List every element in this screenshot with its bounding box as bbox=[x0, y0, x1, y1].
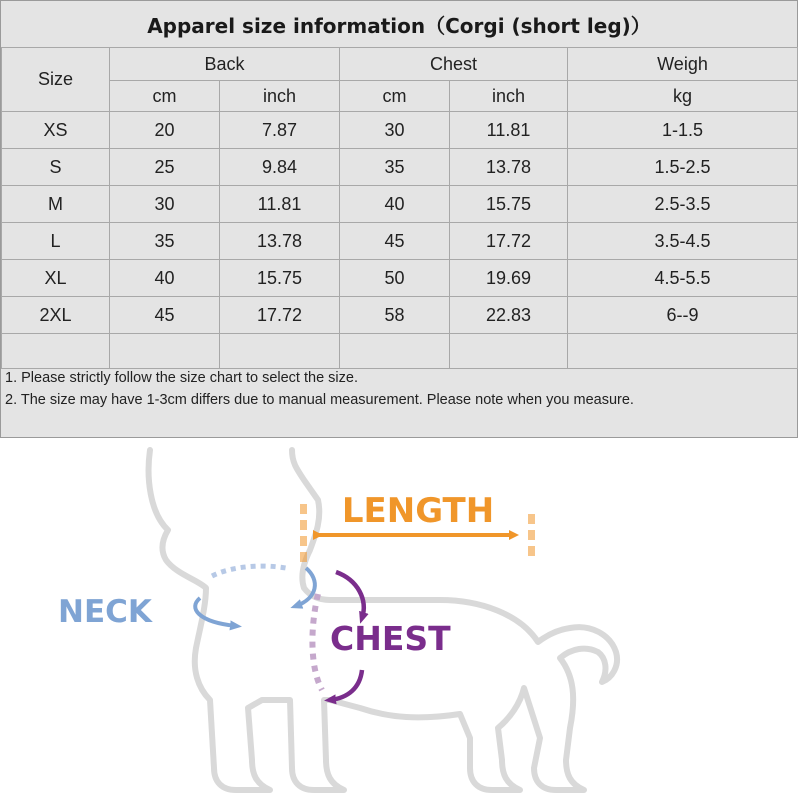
size-cell: M bbox=[2, 186, 110, 223]
unit-header: inch bbox=[450, 81, 568, 112]
weight-cell: 2.5-3.5 bbox=[568, 186, 798, 223]
table-row bbox=[2, 223, 798, 260]
size-cell: XL bbox=[2, 260, 110, 297]
chest-inch-cell: 15.75 bbox=[450, 186, 568, 223]
blank-cell bbox=[340, 334, 450, 369]
chest-cm-cell: 58 bbox=[340, 297, 450, 334]
unit-header: cm bbox=[110, 81, 220, 112]
size-table bbox=[1, 47, 798, 369]
chest-cm-cell: 50 bbox=[340, 260, 450, 297]
back-cm-cell: 45 bbox=[110, 297, 220, 334]
table-row bbox=[2, 260, 798, 297]
blank-cell bbox=[450, 334, 568, 369]
weight-cell: 1.5-2.5 bbox=[568, 149, 798, 186]
blank-cell bbox=[2, 334, 110, 369]
size-header: Size bbox=[2, 48, 110, 112]
chest-cm-cell: 45 bbox=[340, 223, 450, 260]
back-inch-cell: 15.75 bbox=[220, 260, 340, 297]
blank-cell bbox=[110, 334, 220, 369]
back-cm-cell: 30 bbox=[110, 186, 220, 223]
table-row bbox=[2, 149, 798, 186]
unit-header: inch bbox=[220, 81, 340, 112]
notes bbox=[5, 367, 634, 411]
back-cm-cell: 35 bbox=[110, 223, 220, 260]
back-header: Back bbox=[110, 48, 340, 81]
chest-inch-cell: 13.78 bbox=[450, 149, 568, 186]
table-title: Apparel size information（Corgi (short leg)） bbox=[1, 1, 797, 48]
chest-cm-cell: 30 bbox=[340, 112, 450, 149]
note-line: 1. Please strictly follow the size chart to select the size. bbox=[5, 370, 358, 386]
chest-inch-cell: 17.72 bbox=[450, 223, 568, 260]
chest-inch-cell: 22.83 bbox=[450, 297, 568, 334]
size-cell: L bbox=[2, 223, 110, 260]
chest-cm-cell: 40 bbox=[340, 186, 450, 223]
chest-inch-cell: 19.69 bbox=[450, 260, 568, 297]
chest-header: Chest bbox=[340, 48, 568, 81]
size-cell: XS bbox=[2, 112, 110, 149]
table-row bbox=[2, 186, 798, 223]
back-inch-cell: 7.87 bbox=[220, 112, 340, 149]
blank-cell bbox=[568, 334, 798, 369]
size-cell: 2XL bbox=[2, 297, 110, 334]
back-inch-cell: 17.72 bbox=[220, 297, 340, 334]
table-row bbox=[2, 297, 798, 334]
table-row bbox=[2, 112, 798, 149]
dog-measurement-diagram bbox=[0, 438, 800, 800]
note-line: 2. The size may have 1-3cm differs due to manual measurement. Please note when you measure. bbox=[5, 392, 634, 408]
chest-label: CHEST bbox=[330, 619, 451, 658]
neck-indicator bbox=[195, 566, 315, 626]
back-cm-cell: 20 bbox=[110, 112, 220, 149]
weight-cell: 1-1.5 bbox=[568, 112, 798, 149]
weight-cell: 4.5-5.5 bbox=[568, 260, 798, 297]
neck-label: NECK bbox=[58, 594, 152, 630]
unit-header: kg bbox=[568, 81, 798, 112]
weight-cell: 3.5-4.5 bbox=[568, 223, 798, 260]
blank-row bbox=[2, 334, 798, 369]
length-label: LENGTH bbox=[341, 491, 495, 531]
weight-cell: 6--9 bbox=[568, 297, 798, 334]
back-inch-cell: 9.84 bbox=[220, 149, 340, 186]
back-inch-cell: 11.81 bbox=[220, 186, 340, 223]
blank-cell bbox=[220, 334, 340, 369]
size-cell: S bbox=[2, 149, 110, 186]
chest-cm-cell: 35 bbox=[340, 149, 450, 186]
back-cm-cell: 40 bbox=[110, 260, 220, 297]
chest-inch-cell: 11.81 bbox=[450, 112, 568, 149]
back-inch-cell: 13.78 bbox=[220, 223, 340, 260]
unit-header: cm bbox=[340, 81, 450, 112]
back-cm-cell: 25 bbox=[110, 149, 220, 186]
weigh-header: Weigh bbox=[568, 48, 798, 81]
